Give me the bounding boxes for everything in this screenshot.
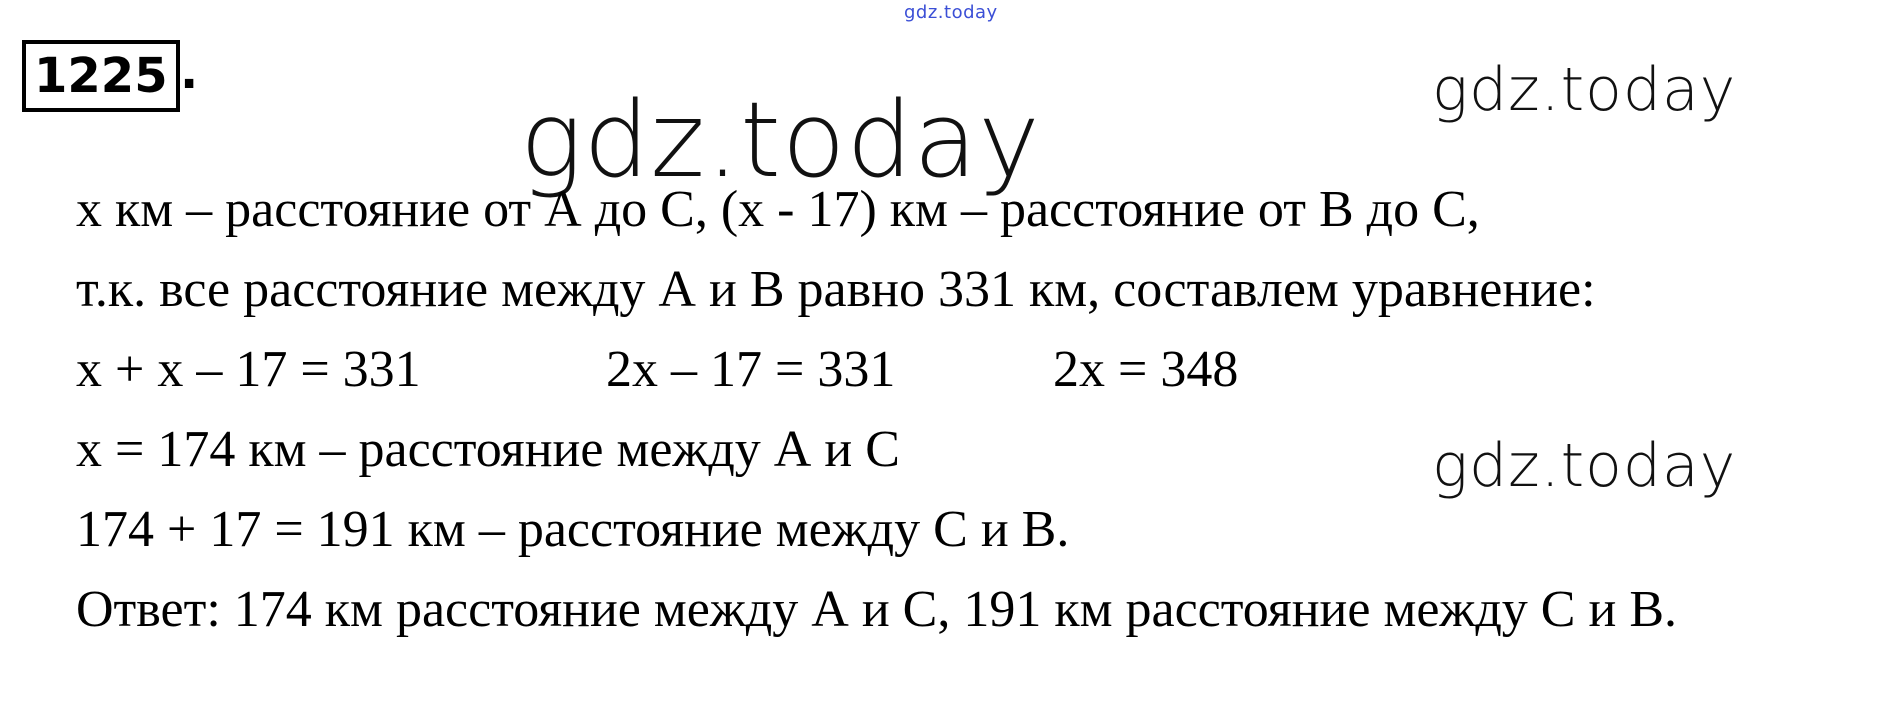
- equation-1: x + x – 17 = 331: [76, 341, 421, 398]
- problem-number: 1225: [22, 40, 180, 112]
- equation-3: 2x = 348: [1053, 341, 1239, 398]
- answer-line: Ответ: 174 км расстояние между А и С, 191 км расстояние между С и В.: [76, 581, 1678, 638]
- watermark-center: gdz.today: [520, 79, 1041, 201]
- watermark-right-upper: gdz.today: [1432, 55, 1737, 125]
- problem-number-dot: .: [180, 44, 199, 100]
- watermark-top: gdz.today: [904, 2, 998, 23]
- solution-line-1: x км – расстояние от А до С, (х - 17) км – расстояние от В до С,: [76, 181, 1480, 238]
- solution-line-3: [76, 330, 1896, 410]
- watermark-right-lower: gdz.today: [1432, 431, 1737, 501]
- solution-line-5: 174 + 17 = 191 км – расстояние между С и В.: [76, 501, 1070, 558]
- solution-line-4: x = 174 км – расстояние между А и С: [76, 421, 900, 478]
- solution-text: [76, 170, 1896, 650]
- solution-line-2: т.к. все расстояние между А и В равно 331 км, составлем уравнение:: [76, 261, 1596, 318]
- equation-2: 2x – 17 = 331: [606, 341, 896, 398]
